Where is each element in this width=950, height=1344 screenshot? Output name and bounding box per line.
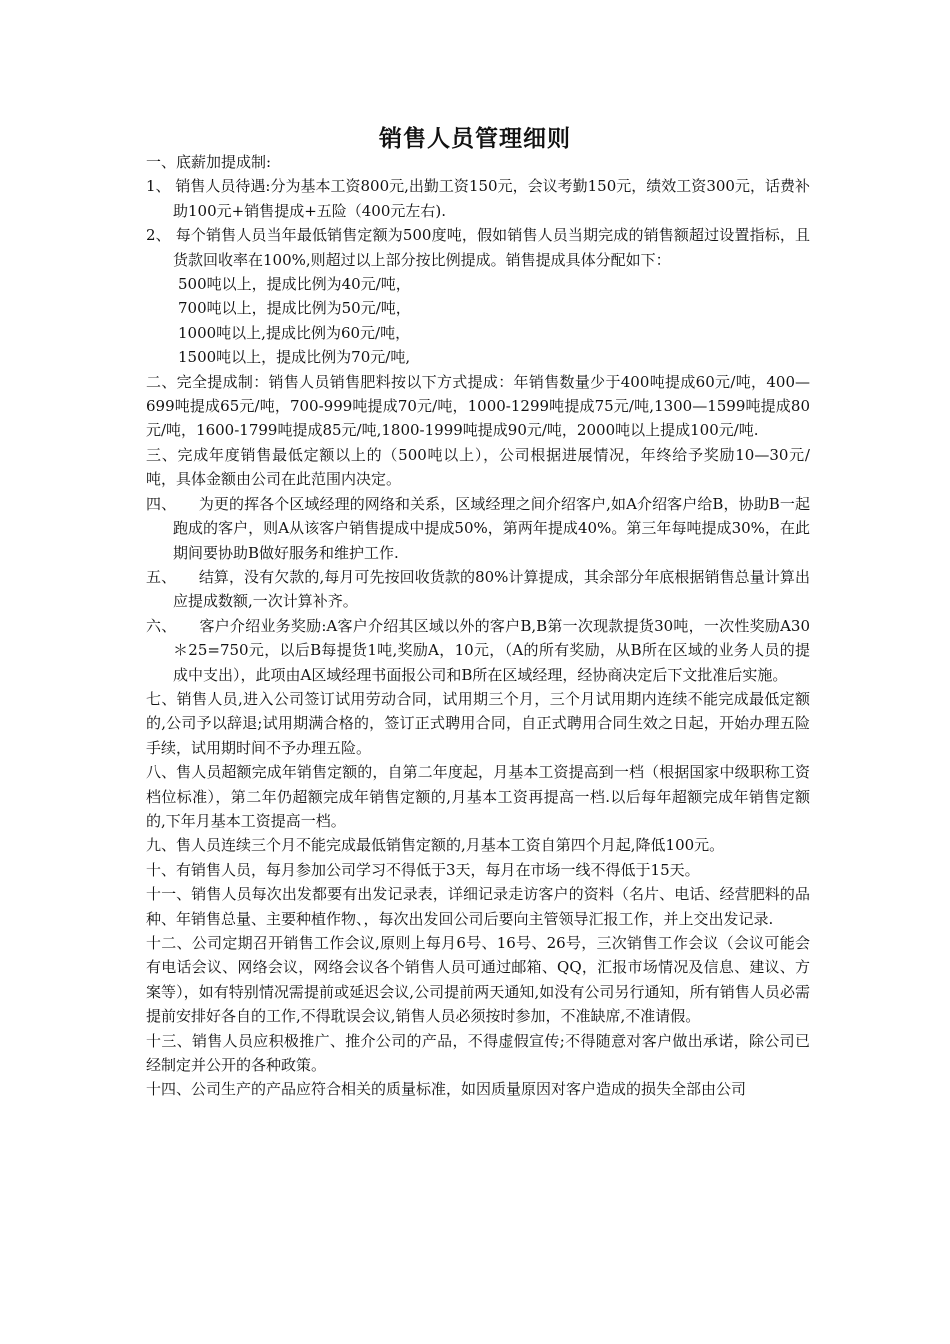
rule-paragraph: 十三、销售人员应积极推广、推介公司的产品，不得虚假宣传;不得随意对客户做出承诺，除公司已经制定并公开的各种政策。 — [146, 1031, 810, 1075]
rule-paragraph: 2、 每个销售人员当年最低销售定额为500度吨，假如销售人员当期完成的销售额超过设置指标，且货款回收率在100%,则超过以上部分按比例提成。销售提成具体分配如下： — [146, 226, 810, 269]
rule-paragraph: 十一、销售人员每次出发都要有出发记录表，详细记录走访客户的资料（名片、电话、经营肥料的品种、年销售总量、主要种植作物、，每次出发回公司后要向主管领导汇报工作，并上交出发记录. — [146, 885, 810, 928]
commission-tier-line: 1000吨以上,提成比例为60元/吨， — [178, 323, 411, 342]
rule-paragraph: 一、底薪加提成制: — [146, 153, 272, 171]
rule-paragraph: 七、销售人员,进入公司签订试用劳动合同，试用期三个月，三个月试用期内连续不能完成最低定额的,公司予以辞退;试用期满合格的，签订正式聘用合同，自正式聘用合同生效之日起，开始办理五险手续，试用期时间不予办理五险。 — [146, 689, 810, 757]
rule-paragraph: 1、 销售人员待遇:分为基本工资800元,出勤工资150元，会议考勤150元，绩效工资300元，话费补助100元+销售提成+五险（400元左右). — [146, 177, 810, 220]
rule-paragraph: 八、售人员超额完成年销售定额的，自第二年度起，月基本工资提高到一档（根据国家中级职称工资档位标准），第二年仍超额完成年销售定额的,月基本工资再提高一档.以后每年超额完成年销售定额的,下年月基本工资提高一档。 — [146, 763, 810, 830]
rule-paragraph: 三、完成年度销售最低定额以上的（500吨以上），公司根据进展情况，年终给予奖励10—30元/吨，具体金额由公司在此范围内决定。 — [146, 445, 810, 489]
rule-paragraph: 四、 为更的挥各个区域经理的网络和关系，区域经理之间介绍客户,如A介绍客户给B，协助B一起跑成的客户，则A从该客户销售提成中提成50%，第两年提成40%。第三年每吨提成30%，在此期间要协助B做好服务和维护工作. — [146, 494, 810, 562]
commission-tier-line: 500吨以上，提成比例为40元/吨， — [178, 275, 411, 294]
rule-paragraph: 二、完全提成制：销售人员销售肥料按以下方式提成：年销售数量少于400吨提成60元/吨，400—699吨提成65元/吨，700-999吨提成70元/吨，1000-1299吨提成75元/吨,1300—1599吨提成80元/吨，1600-1799吨提成85元/吨,1800-1999吨提成90元/吨，2000吨以上提成100元/吨. — [146, 372, 810, 440]
rule-paragraph: 十四、公司生产的产品应符合相关的质量标准，如因质量原因对客户造成的损失全部由公司 — [146, 1080, 747, 1099]
commission-tier-line: 1500吨以上，提成比例为70元/吨, — [178, 348, 411, 367]
document-body — [146, 150, 810, 1102]
rule-paragraph: 十二、公司定期召开销售工作会议,原则上每月6号、16号、26号，三次销售工作会议（会议可能会有电话会议、网络会议，网络会议各个销售人员可通过邮箱、QQ，汇报市场情况及信息、建议、方案等），如有特别情况需提前或延迟会议,公司提前两天通知,如没有公司另行通知，所有销售人员必需提前安排好各自的工作,不得耽误会议,销售人员必须按时参加，不准缺席,不准请假。 — [146, 934, 810, 1026]
rule-paragraph: 九、售人员连续三个月不能完成最低销售定额的,月基本工资自第四个月起,降低100元。 — [146, 836, 725, 855]
rule-paragraph: 五、 结算，没有欠款的,每月可先按回收货款的80%计算提成，其余部分年底根据销售总量计算出应提成数额,一次计算补齐。 — [146, 567, 810, 611]
document-title: 销售人员管理细则 — [379, 126, 571, 152]
rule-paragraph: 十、有销售人员，每月参加公司学习不得低于3天，每月在市场一线不得低于15天。 — [146, 860, 700, 879]
commission-tier-line: 700吨以上，提成比例为50元/吨， — [178, 299, 411, 318]
rule-paragraph: 六、 客户介绍业务奖励:A客户介绍其区域以外的客户B,B第一次现款提货30吨，一次性奖励A30＊25=750元，以后B每提货1吨,奖励A，10元，（A的所有奖励，从B所在区域的业务人员的提成中支出），此项由A区域经理书面报公司和B所在区域经理，经协商决定后下文批准后实施。 — [146, 616, 810, 684]
